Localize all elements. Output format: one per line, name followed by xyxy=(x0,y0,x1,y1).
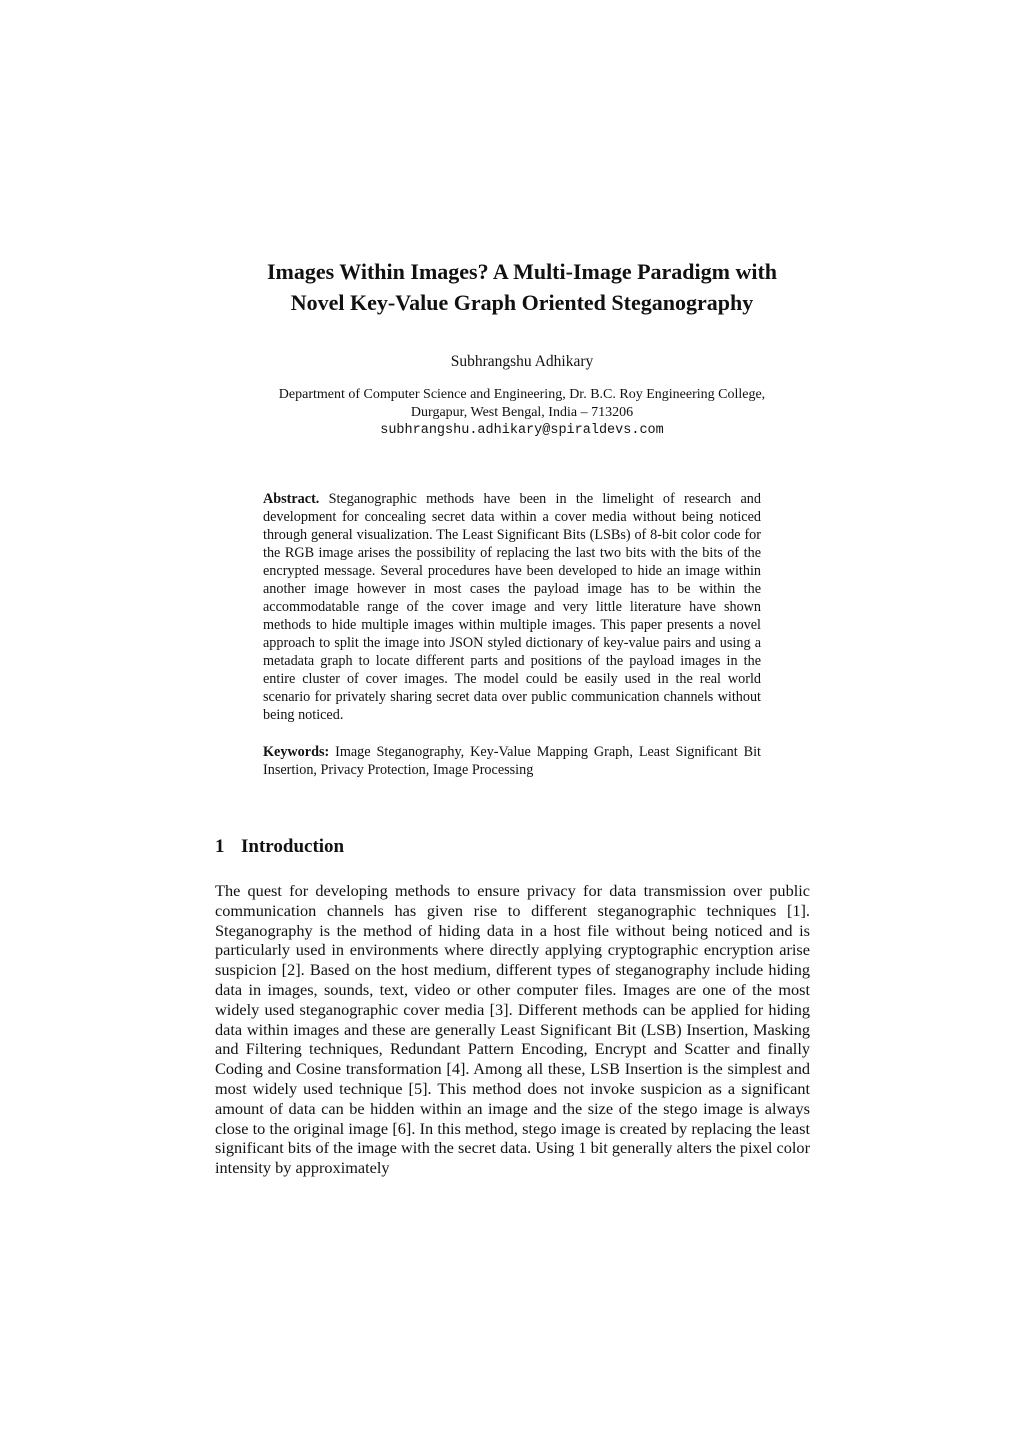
abstract-label: Abstract. xyxy=(263,491,320,507)
author-name: Subhrangshu Adhikary xyxy=(450,353,594,370)
author-affiliation xyxy=(150,386,894,440)
affiliation-line-2: Durgapur, West Bengal, India – 713206 xyxy=(410,405,634,420)
keywords-label: Keywords: xyxy=(263,744,330,760)
abstract-text: Steganographic methods have been in the limelight of research and development for concealing secret data within a cover media without being noticed through general visualization. The Least Significant Bits (LSBs) of 8-bit color code for the RGB image arises the possibility of replacing the last two bits with the bits of the encrypted message. Several procedures have been developed to hide an image within another image however in most cases the payload image has to be within the accommodatable range of the cover image and very little literature have shown methods to hide multiple images within multiple images. This paper presents a novel approach to split the image into JSON styled dictionary of key-value pairs and using a metadata graph to locate different parts and positions of the payload images in the entire cluster of cover images. The model could be easily used in the real world scenario for privately sharing secret data over public communication channels without being noticed. xyxy=(263,491,761,723)
author-email: subhrangshu.adhikary@spiraldevs.com xyxy=(380,423,664,438)
section-title: Introduction xyxy=(241,836,345,857)
title-line-1: Images Within Images? A Multi-Image Paradigm with xyxy=(266,259,778,284)
keywords-text: Image Steganography, Key-Value Mapping Graph, Least Significant Bit Insertion, Privacy Protection, Image Processing xyxy=(263,744,761,778)
section-number: 1 xyxy=(215,836,225,857)
section-heading-introduction xyxy=(215,834,815,860)
abstract xyxy=(263,490,761,724)
keywords xyxy=(263,743,761,779)
affiliation-line-1: Department of Computer Science and Engineering, Dr. B.C. Roy Engineering College, xyxy=(278,387,766,402)
title-line-2: Novel Key-Value Graph Oriented Steganography xyxy=(290,290,754,315)
introduction-paragraph: The quest for developing methods to ensure privacy for data transmission over public communication channels has given rise to different steganographic techniques [1]. Steganography is the method of hiding data in a host file without being noticed and is particularly used in environments where directly applying cryptographic encryption arise suspicion [2]. Based on the host medium, different types of steganography include hiding data in images, sounds, text, video or other computer files. Images are one of the most widely used steganographic cover media [3]. Different methods can be applied for hiding data within images and these are generally Least Significant Bit (LSB) Insertion, Masking and Filtering techniques, Redundant Pattern Encoding, Encrypt and Scatter and finally Coding and Cosine transformation [4]. Among all these, LSB Insertion is the simplest and most widely used technique [5]. This method does not invoke suspicion as a significant amount of data can be hidden within an image and the size of the stego image is always close to the original image [6]. In this method, stego image is created by replacing the least significant bits of the image with the secret data. Using 1 bit generally alters the pixel color intensity by approximately xyxy=(215,881,810,1178)
paper-title xyxy=(150,256,894,318)
